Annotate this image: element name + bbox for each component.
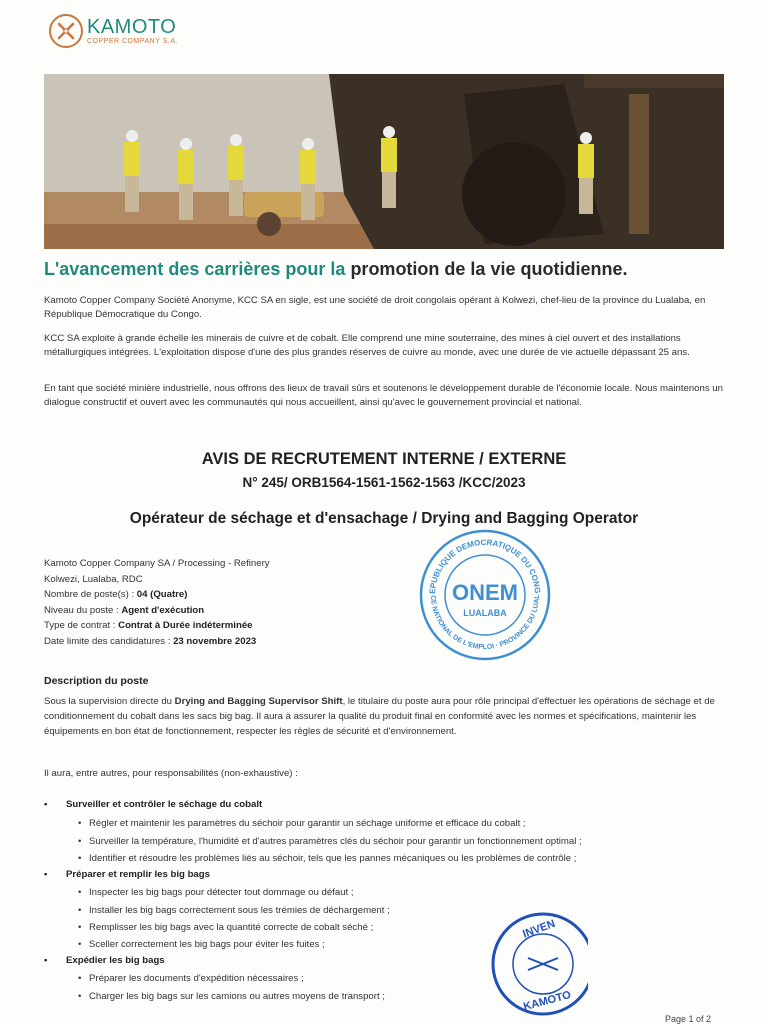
crossed-tools-icon <box>49 14 83 48</box>
meta-company: Kamoto Copper Company SA / Processing - Refinery <box>44 558 270 569</box>
responsibility-group: • Expédier les big bags <box>44 955 165 966</box>
notice-title: AVIS DE RECRUTEMENT INTERNE / EXTERNE <box>201 450 567 468</box>
inv-stamp-bottom: KAMOTO <box>522 989 573 1014</box>
responsibility-item: • Remplisser les big bags avec la quantité correcte de cobalt séché ; <box>78 922 728 933</box>
hero-photo <box>44 74 724 249</box>
responsibility-group: • Préparer et remplir les big bags <box>44 869 210 880</box>
onem-sub: LUALABA <box>463 608 507 618</box>
responsibility-item: • Inspecter les big bags pour détecter tout dommage ou défaut ; <box>78 887 728 898</box>
description-title: Description du poste <box>44 675 149 687</box>
meta-contract: Type de contrat : Contrat à Durée indéterminée <box>44 620 253 631</box>
responsibility-item: • Identifier et résoudre les problèmes liés au séchoir, tels que les pannes mécaniques ou les problèmes de contrôle ; <box>78 853 728 864</box>
meta-deadline: Date limite des candidatures : 23 novembre 2023 <box>44 635 257 647</box>
kamoto-inventory-stamp <box>488 906 588 1016</box>
responsibility-item: • Régler et maintenir les paramètres du séchoir pour garantir un séchage uniforme et efficace du cobalt ; <box>78 818 728 829</box>
notice-number: N° 245/ ORB1564-1561-1562-1563 /KCC/2023 <box>242 475 526 490</box>
intro-paragraph-3: En tant que société minière industrielle, nous offrons des lieux de travail sûrs et soutenons le développement durable de l'économie locale. Nous maintenons un dialogue constructif et ouvert avec les communautés qui nous accueillent, ainsi qu'avec le gouvernement provincial et national. <box>44 383 723 408</box>
job-title: Opérateur de séchage et d'ensachage / Drying and Bagging Operator <box>129 510 639 527</box>
onem-ring-bottom: CE NATIONAL DE L'EMPLOI · PROVINCE DU LUAL <box>428 594 542 652</box>
meta-location: Kolwezi, Lualaba, RDC <box>44 573 143 585</box>
page-number: Page 1 of 2 <box>665 1014 712 1024</box>
logo-name: KAMOTO <box>87 16 177 38</box>
tagline <box>44 259 627 280</box>
responsibility-item: • Surveiller la température, l'humidité et d'autres paramètres clés du séchoir pour garantir un fonctionnement optimal ; <box>78 836 728 847</box>
responsibility-item: • Installer les big bags correctement sous les trémies de déchargement ; <box>78 905 728 916</box>
logo-subname: COPPER COMPANY S.A. <box>87 38 178 45</box>
responsibility-item: • Préparer les documents d'expédition nécessaires ; <box>78 973 728 984</box>
responsibility-item: • Sceller correctement les big bags pour éviter les fuites ; <box>78 939 728 950</box>
description-paragraph: Sous la supervision directe du Drying and Bagging Supervisor Shift, le titulaire du poste aura pour rôle principal d'effectuer les opérations de séchage et de conditionnement du cobalt dans les sacs big bag. Il aura à assurer la qualité du produit final en conformité avec les normes et spécifications, maintenir les équipements en bon état de fonctionnement, respecter les règles de sécurité et d'environnement. <box>44 696 715 737</box>
intro-paragraph-2: KCC SA exploite à grande échelle les minerais de cuivre et de cobalt. Elle comprend une mine souterraine, des mines à ciel ouvert et des installations métallurgiques intégrées. L'exploitation dispose d'une des plus grandes réserves de cuivre au monde, avec une durée de vie actuelle dépassant 25 ans. <box>44 333 690 358</box>
responsibility-item: • Charger les big bags sur les camions ou autres moyens de transport ; <box>78 991 728 1002</box>
onem-stamp <box>418 528 552 662</box>
responsibility-group: • Surveiller et contrôler le séchage du cobalt <box>44 799 262 810</box>
inv-stamp-top: INVEN <box>521 917 557 941</box>
onem-ring-top: EPUBLIQUE DEMOCRATIQUE DU CONG <box>427 537 543 595</box>
company-logo <box>49 14 178 48</box>
onem-center: ONEM <box>452 580 518 605</box>
job-meta <box>44 556 270 649</box>
meta-level: Niveau du poste : Agent d'exécution <box>44 604 205 616</box>
tagline-highlight: L'avancement des carrières pour la <box>44 259 346 279</box>
responsibilities-intro: Il aura, entre autres, pour responsabilités (non-exhaustive) : <box>44 768 298 779</box>
meta-positions: Nombre de poste(s) : 04 (Quatre) <box>44 589 188 600</box>
tagline-rest: promotion de la vie quotidienne. <box>350 259 628 279</box>
intro-paragraph-1: Kamoto Copper Company Société Anonyme, KCC SA en sigle, est une société de droit congolais opérant à Kolwezi, chef-lieu de la province du Lualaba, en République Démocratique du Congo. <box>44 295 706 320</box>
